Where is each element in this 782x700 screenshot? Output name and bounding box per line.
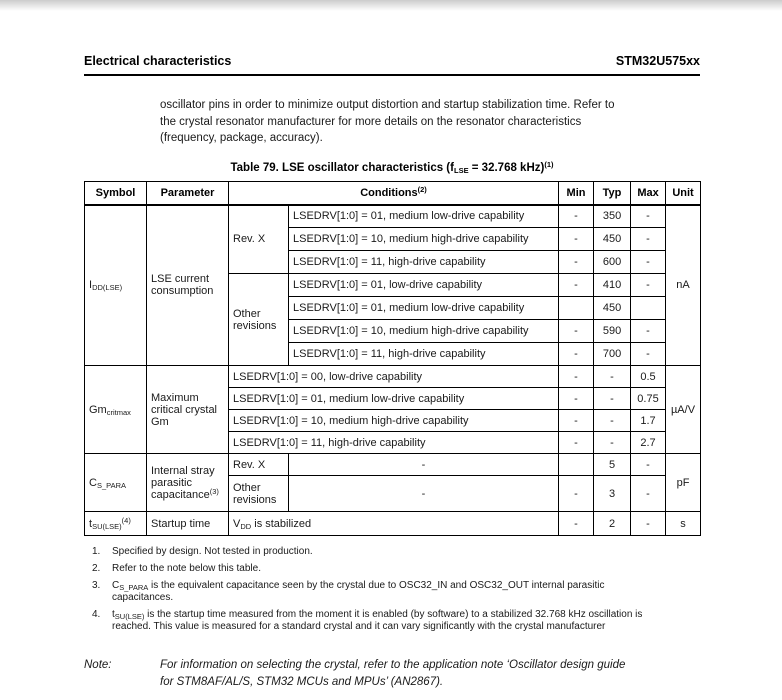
max-cell: - (631, 228, 666, 251)
min-cell: - (559, 205, 594, 228)
typ-cell: 450 (594, 297, 631, 320)
typ-cell: - (594, 410, 631, 432)
symbol-cs-para: $C_{S\_PARA}$ (85, 454, 147, 512)
unit-cell: pF (666, 454, 701, 512)
max-cell: 1.7 (631, 410, 666, 432)
condition-cell: - (289, 454, 559, 476)
footnote-2: 2. Refer to the note below this table. (92, 563, 261, 574)
symbol-tsu-lse: $t_{SU(LSE)}^{(4)}$ (85, 512, 147, 536)
typ-cell: 3 (594, 476, 631, 512)
param-tsu: Startup time (147, 512, 229, 536)
footnote-3: 3. $C_{S\_PARA}$ is the equivalent capacitance seen by the crystal due to OSC32_IN and OSC32_OUT internal parasitic capacitances. (92, 580, 605, 603)
condition-cell: LSEDRV[1:0] = 01, medium low-drive capability (289, 297, 559, 320)
min-cell (559, 297, 594, 320)
footnotes (92, 546, 720, 638)
min-cell: - (559, 432, 594, 454)
condition-cell: LSEDRV[1:0] = 00, low-drive capability (229, 366, 559, 388)
min-cell: - (559, 388, 594, 410)
condition-cell: LSEDRV[1:0] = 01, low-drive capability (289, 274, 559, 297)
table-row (85, 512, 701, 536)
max-cell: 0.5 (631, 366, 666, 388)
max-cell: 2.7 (631, 432, 666, 454)
condition-cell: LSEDRV[1:0] = 11, high-drive capability (229, 432, 559, 454)
condition-cell: LSEDRV[1:0] = 11, high-drive capability (289, 251, 559, 274)
col-max: Max (631, 182, 666, 205)
footnote-4: 4. $t_{SU(LSE)}$ is the startup time measured from the moment it is enabled (by software) to a stabilized 32.768 kHz oscillation is reached. This value is measured for a standard crystal and it can vary significantly with the crystal manufacturer (92, 609, 643, 632)
typ-cell: 5 (594, 454, 631, 476)
condition-cell: LSEDRV[1:0] = 01, medium low-drive capability (229, 388, 559, 410)
part-number: STM32U575xx (615, 54, 700, 68)
min-cell: - (559, 343, 594, 366)
condition-cell: LSEDRV[1:0] = 10, medium high-drive capability (289, 320, 559, 343)
min-cell: - (559, 476, 594, 512)
col-parameter: Parameter (147, 182, 229, 205)
max-cell: - (631, 512, 666, 536)
col-symbol: Symbol (85, 182, 147, 205)
condition-cell: LSEDRV[1:0] = 11, high-drive capability (289, 343, 559, 366)
unit-cell: nA (666, 205, 701, 366)
typ-cell: 2 (594, 512, 631, 536)
typ-cell: 450 (594, 228, 631, 251)
intro-line: the crystal resonator manufacturer for more details on the resonator characteristics (160, 115, 582, 128)
min-cell: - (559, 512, 594, 536)
max-cell: 0.75 (631, 388, 666, 410)
rev-x-cell: Rev. X (229, 454, 289, 476)
max-cell: - (631, 205, 666, 228)
col-unit: Unit (666, 182, 701, 205)
table-row (85, 205, 701, 228)
intro-paragraph (160, 97, 720, 147)
note (84, 657, 714, 691)
typ-cell: 700 (594, 343, 631, 366)
table-row (85, 454, 701, 476)
other-revisions-cell: Other revisions (229, 476, 289, 512)
min-cell: - (559, 366, 594, 388)
condition-cell: LSEDRV[1:0] = 01, medium low-drive capability (289, 205, 559, 228)
condition-cell: - (289, 476, 559, 512)
min-cell: - (559, 228, 594, 251)
other-revisions-cell: Other revisions (229, 274, 289, 366)
col-typ: Typ (594, 182, 631, 205)
max-cell: - (631, 320, 666, 343)
col-min: Min (559, 182, 594, 205)
typ-cell: 350 (594, 205, 631, 228)
note-label: Note: (84, 659, 112, 671)
max-cell: - (631, 343, 666, 366)
typ-cell: - (594, 388, 631, 410)
condition-cell: LSEDRV[1:0] = 10, medium high-drive capability (289, 228, 559, 251)
characteristics-table (84, 181, 701, 536)
unit-cell: s (666, 512, 701, 536)
typ-cell: 410 (594, 274, 631, 297)
typ-cell: 600 (594, 251, 631, 274)
intro-line: oscillator pins in order to minimize output distortion and startup stabilization time. Refer to (160, 99, 615, 111)
max-cell: - (631, 251, 666, 274)
condition-cell: LSEDRV[1:0] = 10, medium high-drive capability (229, 410, 559, 432)
symbol-idd-lse: $I_{DD(LSE)}$ (85, 205, 147, 366)
min-cell (559, 454, 594, 476)
min-cell: - (559, 320, 594, 343)
col-conditions: Conditions$^{(2)}$ (229, 182, 559, 205)
min-cell: - (559, 274, 594, 297)
typ-cell: 590 (594, 320, 631, 343)
table-title: Table 79. LSE oscillator characteristics ($f_{LSE} = 32.768$ kHz)$^{(1)}$ (230, 160, 554, 175)
rev-x-cell: Rev. X (229, 205, 289, 274)
max-cell: - (631, 454, 666, 476)
footnote-1: 1. Specified by design. Not tested in production. (92, 546, 313, 557)
table-row (85, 366, 701, 388)
param-idd: LSE current consumption (147, 205, 229, 366)
max-cell: - (631, 274, 666, 297)
min-cell: - (559, 251, 594, 274)
max-cell (631, 297, 666, 320)
page-header (84, 54, 700, 76)
window-top-edge (0, 0, 782, 11)
intro-line: (frequency, package, accuracy). (160, 132, 323, 144)
max-cell: - (631, 476, 666, 512)
typ-cell: - (594, 366, 631, 388)
section-title: Electrical characteristics (84, 54, 232, 68)
typ-cell: - (594, 432, 631, 454)
condition-cell: $V_{DD}$ is stabilized (229, 512, 559, 536)
param-cs: Internal stray parasitic capacitance$^{(3)}$ (147, 454, 229, 512)
table-header-row (85, 182, 701, 205)
min-cell: - (559, 410, 594, 432)
note-text: For information on selecting the crystal, refer to the application note ‘Oscillator design guide for STM8AF/AL/S, STM32 MCUs and MPUs’ (AN2867). (160, 659, 626, 688)
symbol-gm-critmax: $Gm_{critmax}$ (85, 366, 147, 454)
param-gm: Maximum critical crystal Gm (147, 366, 229, 454)
unit-cell: µA/V (666, 366, 701, 454)
